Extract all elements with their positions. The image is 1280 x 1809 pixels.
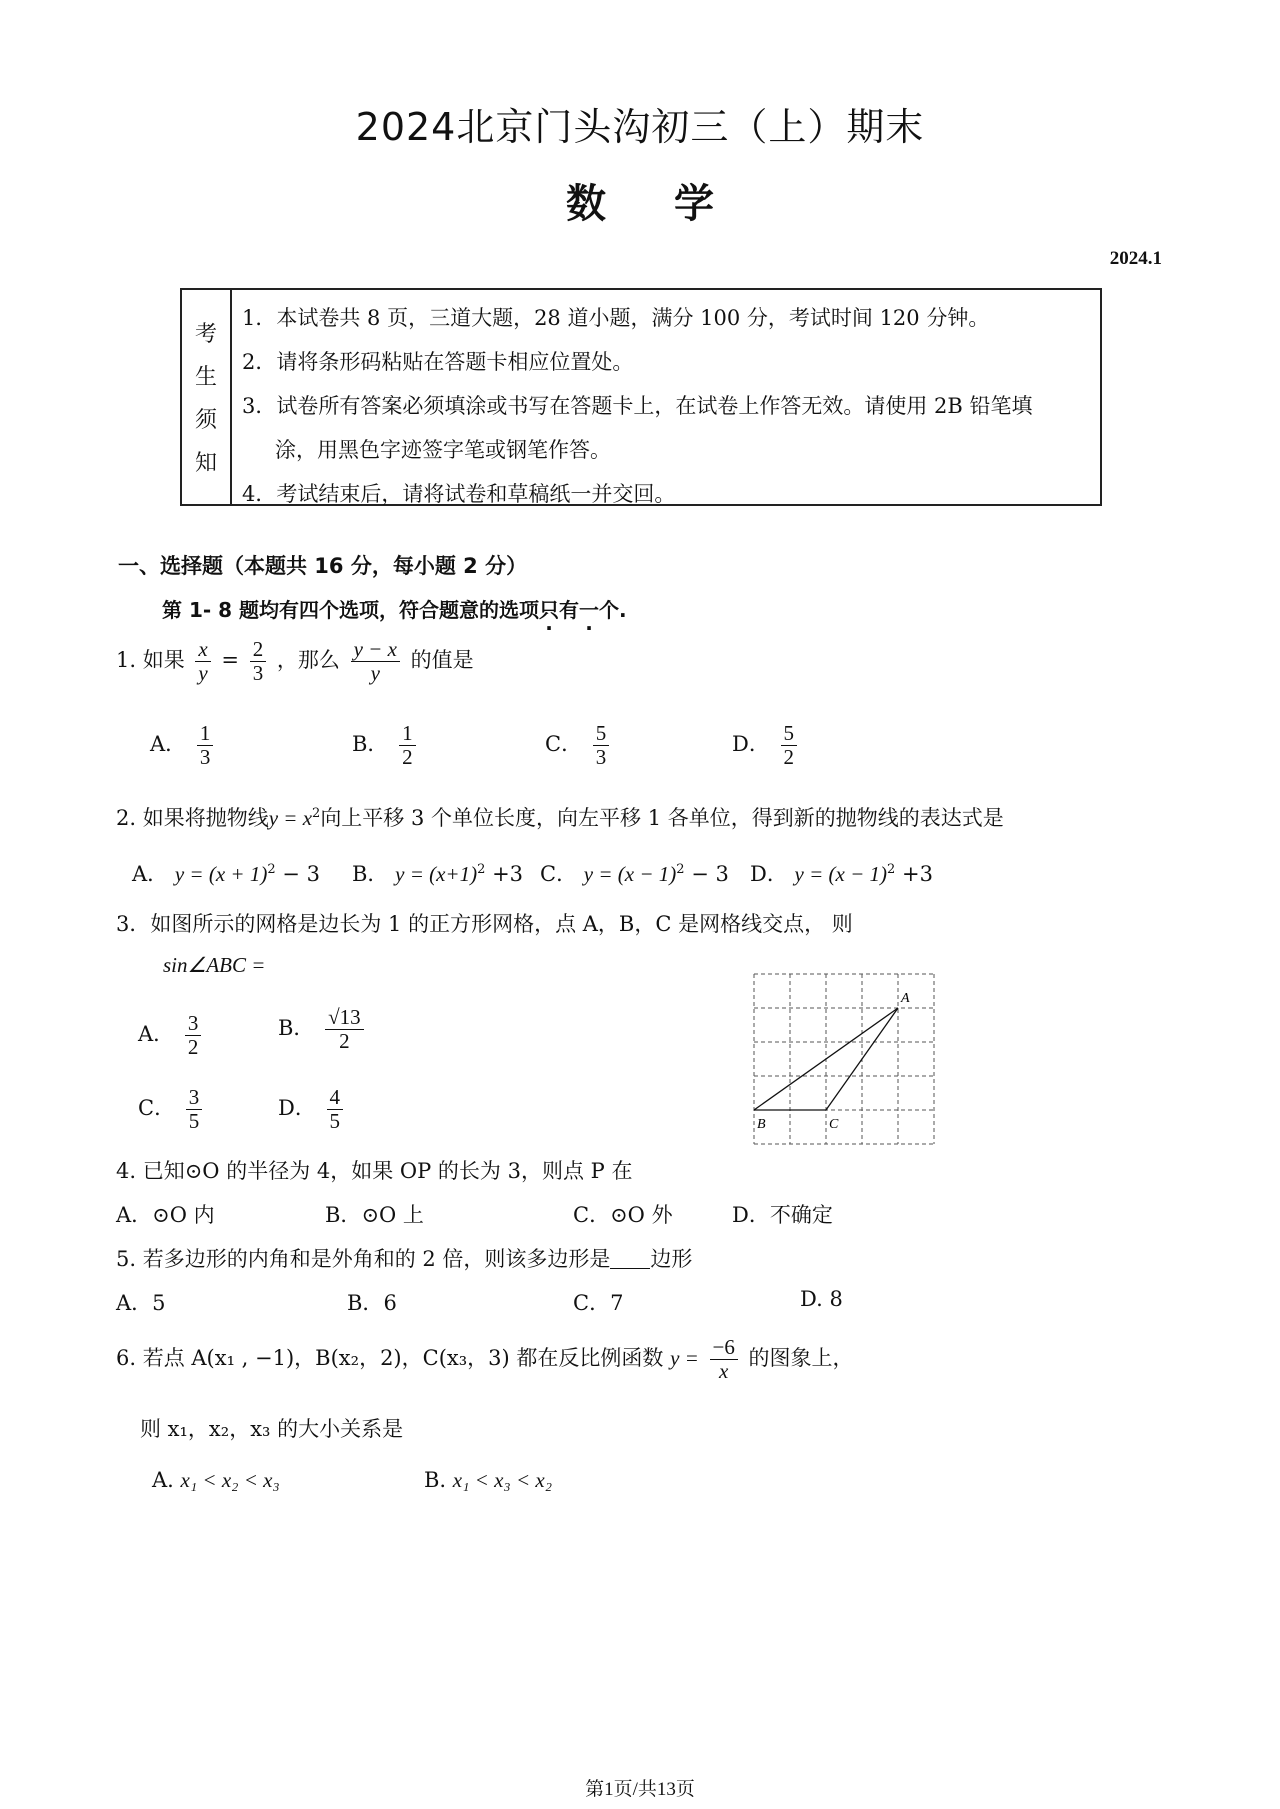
q2-expr: y = x [268,806,313,830]
fraction-den: y [370,661,380,686]
notice-item-continuation: 涂，用黑色字迹签字笔或钢笔作答。 [275,438,611,462]
option-label: A． [116,1203,153,1227]
emphasis-char: 只 [539,598,560,622]
option-text: 不确定 [769,1203,833,1227]
fraction-den: 3 [595,745,607,770]
option-expr: y = (x − 1) [583,862,677,886]
fraction [185,1012,202,1059]
q2-option-d [750,858,933,888]
fraction-num: −6 [710,1336,738,1360]
q2-suffix: 向上平移 3 个单位长度，向左平移 1 各单位，得到新的抛物线的表达式是 [320,806,1004,830]
q6-option-a [152,1468,280,1493]
q2-exponent: 2 [312,806,321,821]
notice-box [180,288,1102,506]
q6-option-b [424,1468,552,1493]
option-expr: y = (x+1) [395,862,478,886]
exam-title: 2024北京门头沟初三（上）期末 [355,105,925,149]
fraction-num: 4 [327,1086,344,1110]
option-label: B. [424,1468,447,1492]
fraction-den: 2 [187,1035,199,1060]
q5-option-d [800,1287,843,1311]
option-text: x₁ < x₂ < x₃ [180,1468,280,1492]
option-label: C． [545,732,583,757]
q5-text-pre: 5. 若多边形的内角和是外角和的 2 倍，则该多边形是 [116,1247,611,1271]
fraction-num: 5 [781,722,798,746]
q2-option-b [352,858,523,888]
exam-date: 2024.1 [1109,248,1162,269]
notice-item: 1．本试卷共 8 页，三道大题，28 道小题，满分 100 分，考试时间 120 分钟。 [242,306,990,330]
answer-blank [610,1268,650,1269]
option-text: 6 [383,1291,397,1315]
option-label: D． [732,732,770,757]
fraction-den: 3 [252,661,264,686]
notice-items [232,290,1100,504]
notice-item: 3．试卷所有答案必须填涂或书写在答题卡上，在试卷上作答无效。请使用 2B 铅笔填 [242,394,1033,418]
notice-item: 2．请将条形码粘贴在答题卡相应位置处。 [242,350,634,374]
option-label: A． [132,862,169,886]
fraction-num: √13 [325,1006,364,1030]
fraction [710,1336,738,1383]
option-label: A. [152,1468,174,1492]
question-5 [116,1243,692,1273]
option-exponent: 2 [676,862,685,877]
q5-option-a [116,1287,166,1317]
fraction [195,638,210,685]
option-exponent: 2 [477,862,486,877]
q5-option-b [347,1287,397,1317]
q1-prefix: 1. 如果 [116,648,185,673]
option-tail: − 3 [684,862,729,886]
fraction [197,722,214,769]
option-label: A． [116,1291,153,1315]
option-label: C． [573,1203,611,1227]
option-label: C． [573,1291,611,1315]
option-label: B． [278,1016,315,1041]
option-label: B． [325,1203,362,1227]
q2-prefix: 2. 如果将抛物线 [116,806,269,830]
fraction-den: 5 [188,1109,200,1134]
q4-option-b [325,1199,424,1229]
q1-option-b [352,722,420,769]
fraction-num: 1 [197,722,214,746]
option-expr: y = (x + 1) [174,862,268,886]
option-exponent: 2 [887,862,896,877]
q1-option-a [150,722,217,769]
point-b-label: B [757,1117,766,1132]
option-label: C． [138,1096,176,1121]
option-tail: − 3 [275,862,320,886]
option-label: B． [347,1291,384,1315]
fraction [593,722,610,769]
fraction [325,1006,364,1053]
q3-option-d [278,1086,347,1133]
notice-item: 4．考试结束后，请将试卷和草稿纸一并交回。 [242,482,676,506]
option-text: x₁ < x₃ < x₂ [452,1468,553,1492]
fraction [399,722,416,769]
emphasis-char: 一 [579,598,600,622]
section-heading: 一、选择题（本题共 16 分，每小题 2 分） [118,554,528,578]
notice-label [182,290,232,504]
q4-option-c [573,1199,673,1229]
q5-option-c [573,1287,623,1317]
notice-label-char: 须 [194,408,217,433]
q1-mid: ，那么 [276,648,340,673]
option-label: A． [150,732,187,757]
option-text: ⊙O 上 [361,1203,424,1227]
option-label: D． [732,1203,770,1227]
notice-label-char: 考 [194,322,217,347]
q6-line-2: 则 x₁，x₂，x₃ 的大小关系是 [140,1417,404,1441]
fraction-den: 2 [339,1029,350,1054]
q2-option-a [132,858,320,888]
point-a-label: A [901,991,910,1006]
option-tail: +3 [895,862,933,886]
question-4: 4. 已知⊙O 的半径为 4，如果 OP 的长为 3，则点 P 在 [116,1159,633,1183]
option-text: ⊙O 外 [610,1203,673,1227]
equals-sign: = [221,648,240,673]
point-c-label: C [829,1117,839,1132]
q6-text-pre: 6. 若点 A(x₁ , −1)，B(x₂，2)，C(x₃，3) 都在反比例函数 [116,1346,664,1371]
section-note [162,594,627,623]
notice-label-char: 生 [194,365,217,390]
fraction [351,638,400,685]
q6-y-eq: y = [670,1346,699,1371]
question-6 [116,1336,854,1383]
fraction-num: 5 [593,722,610,746]
option-text: 7 [610,1291,624,1315]
option-label: B． [352,732,389,757]
q4-option-a [116,1199,215,1229]
fraction-num: 2 [250,638,267,662]
fraction-den: x [719,1359,729,1384]
page-number: 第1页/共13页 [585,1779,695,1800]
section-note-pre: 第 1- 8 题均有四个选项，符合题意的选项 [162,598,540,622]
section-note-mid: 有 [559,598,580,622]
q1-option-d [732,722,801,769]
q3-grid-figure [752,972,940,1148]
question-2 [116,802,1004,832]
fraction-num: 1 [399,722,416,746]
subject-title: 数学 [566,181,782,227]
fraction-num: x [195,638,210,662]
option-exponent: 2 [267,862,276,877]
q3-option-c [138,1086,206,1133]
option-label: B． [352,862,389,886]
q3-option-b [278,1006,368,1053]
option-label: A． [138,1022,175,1047]
option-label: C． [540,862,578,886]
q3-option-a [138,1012,205,1059]
option-label: D． [750,862,788,886]
q1-option-c [545,722,613,769]
q4-option-d [732,1199,833,1229]
question-1 [116,638,474,685]
fraction [327,1086,344,1133]
option-expr: y = (x − 1) [794,862,888,886]
option-text: 8 [829,1287,843,1311]
q5-text-post: 边形 [650,1247,693,1271]
notice-label-char: 知 [194,451,217,476]
fraction [186,1086,203,1133]
fraction-den: 2 [783,745,795,770]
q1-suffix: 的值是 [410,648,474,673]
option-tail: +3 [485,862,524,886]
fraction-num: 3 [185,1012,202,1036]
fraction-den: 5 [329,1109,341,1134]
option-text: ⊙O 内 [152,1203,215,1227]
option-text: 5 [152,1291,166,1315]
q3-expr: sin∠ABC = [163,953,266,977]
fraction-den: 3 [199,745,211,770]
option-label: D． [278,1096,316,1121]
fraction-num: y − x [351,638,400,662]
fraction [250,638,267,685]
fraction-num: 3 [186,1086,203,1110]
option-label: D. [800,1287,823,1311]
q6-text-post: 的图象上， [748,1346,854,1371]
fraction [781,722,798,769]
q2-option-c [540,858,729,888]
section-note-post: 个. [599,598,627,622]
fraction-den: y [198,661,208,686]
question-3: 3．如图所示的网格是边长为 1 的正方形网格，点 A，B，C 是网格线交点， 则 [116,912,853,936]
fraction-den: 2 [402,745,413,770]
